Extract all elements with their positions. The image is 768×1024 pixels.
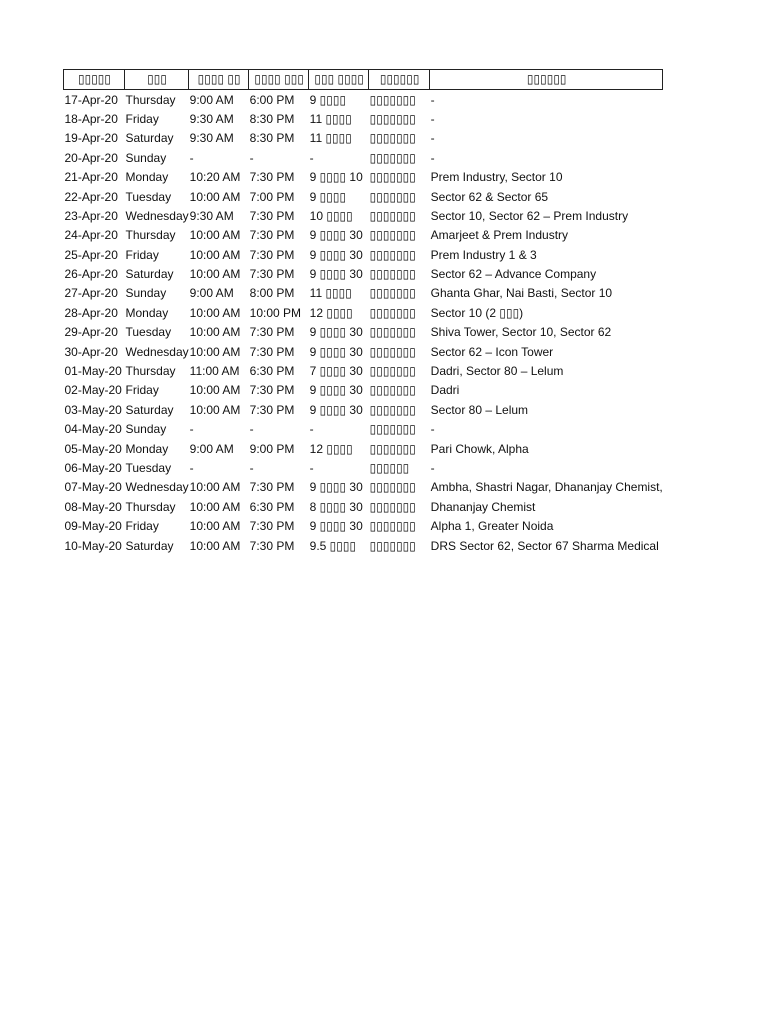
cell-location: -: [430, 422, 435, 437]
cell-end-time: 7:30 PM: [249, 228, 295, 243]
cell-total-hours: 12 ▯▯▯▯: [309, 441, 353, 456]
header-row: [64, 70, 663, 90]
cell-end-time: 7:30 PM: [249, 325, 295, 340]
cell-status: ▯▯▯▯▯▯▯: [369, 92, 416, 107]
cell-location: Ambha, Shastri Nagar, Dhananjay Chemist,: [430, 480, 663, 495]
cell-location: Shiva Tower, Sector 10, Sector 62: [430, 325, 612, 340]
cell-end-time: -: [249, 422, 254, 437]
cell-start-time: 10:00 AM: [189, 344, 241, 359]
cell-day: Wednesday: [125, 344, 189, 359]
cell-day: Friday: [125, 383, 159, 398]
cell-end-time: 10:00 PM: [249, 305, 302, 320]
table-row: [64, 459, 663, 478]
cell-day: Saturday: [125, 402, 174, 417]
cell-location: Sector 62 – Advance Company: [430, 267, 597, 282]
cell-status: ▯▯▯▯▯▯▯: [369, 131, 416, 146]
cell-end-time: 7:30 PM: [249, 383, 295, 398]
cell-total-hours: 10 ▯▯▯▯: [309, 208, 353, 223]
cell-total-hours: 9 ▯▯▯▯ 30: [309, 267, 363, 282]
cell-status: ▯▯▯▯▯▯▯: [369, 480, 416, 495]
cell-location: Sector 62 – Icon Tower: [430, 344, 554, 359]
cell-end-time: 9:00 PM: [249, 441, 295, 456]
table-row: [64, 323, 663, 342]
cell-start-time: 10:00 AM: [189, 325, 241, 340]
cell-location: -: [430, 111, 435, 126]
cell-status: ▯▯▯▯▯▯▯: [369, 286, 416, 301]
cell-total-hours: 9 ▯▯▯▯ 30: [309, 344, 363, 359]
table-row: [64, 536, 663, 555]
table-row: [64, 420, 663, 439]
cell-start-time: 9:30 AM: [189, 111, 234, 126]
cell-total-hours: 9 ▯▯▯▯ 30: [309, 480, 363, 495]
cell-start-time: 10:20 AM: [189, 170, 241, 185]
cell-date: 07-May-20: [64, 480, 122, 495]
cell-location: Prem Industry 1 & 3: [430, 247, 537, 262]
table-row: [64, 187, 663, 206]
cell-end-time: 6:30 PM: [249, 499, 295, 514]
cell-end-time: 8:30 PM: [249, 131, 295, 146]
table-row: [64, 168, 663, 187]
cell-day: Thursday: [125, 499, 176, 514]
cell-date: 09-May-20: [64, 519, 122, 534]
cell-total-hours: 9 ▯▯▯▯: [309, 189, 347, 204]
cell-date: 28-Apr-20: [64, 305, 118, 320]
cell-status: ▯▯▯▯▯▯▯: [369, 441, 416, 456]
table-row: [64, 284, 663, 303]
cell-date: 24-Apr-20: [64, 228, 118, 243]
worksheet: [63, 69, 663, 556]
cell-total-hours: 9 ▯▯▯▯ 30: [309, 228, 363, 243]
cell-end-time: -: [249, 461, 254, 475]
header-date: ▯▯▯▯▯: [64, 70, 125, 90]
cell-status: ▯▯▯▯▯▯▯: [369, 111, 416, 126]
cell-day: Friday: [125, 247, 159, 262]
cell-day: Wednesday: [125, 480, 189, 495]
cell-total-hours: 12 ▯▯▯▯: [309, 305, 353, 320]
header-start-time: ▯▯▯▯ ▯▯: [189, 70, 249, 90]
cell-total-hours: 9 ▯▯▯▯ 30: [309, 402, 363, 417]
table-row: [64, 517, 663, 536]
cell-status: ▯▯▯▯▯▯▯: [369, 170, 416, 185]
table-row: [64, 401, 663, 420]
table-body: [64, 90, 663, 556]
cell-day: Wednesday: [125, 208, 189, 223]
cell-status: ▯▯▯▯▯▯▯: [369, 422, 416, 437]
cell-date: 02-May-20: [64, 383, 122, 398]
cell-total-hours: 11 ▯▯▯▯: [309, 131, 352, 146]
cell-day: Tuesday: [125, 325, 172, 340]
cell-date: 30-Apr-20: [64, 344, 118, 359]
cell-total-hours: 9 ▯▯▯▯ 10: [309, 170, 363, 185]
cell-end-time: 7:30 PM: [249, 247, 295, 262]
cell-day: Monday: [125, 305, 169, 320]
cell-total-hours: 7 ▯▯▯▯ 30: [309, 364, 363, 379]
cell-date: 17-Apr-20: [64, 92, 118, 107]
cell-start-time: 9:00 AM: [189, 286, 234, 301]
cell-end-time: 7:30 PM: [249, 208, 295, 223]
cell-start-time: 10:00 AM: [189, 305, 241, 320]
header-location: ▯▯▯▯▯▯: [430, 70, 663, 90]
cell-status: ▯▯▯▯▯▯▯: [369, 344, 416, 359]
cell-end-time: -: [249, 150, 254, 165]
cell-start-time: 10:00 AM: [189, 538, 241, 553]
cell-end-time: 7:30 PM: [249, 480, 295, 495]
table-row: [64, 246, 663, 265]
schedule-table: [63, 69, 663, 556]
table-row: [64, 304, 663, 323]
cell-status: ▯▯▯▯▯▯▯: [369, 189, 416, 204]
cell-date: 03-May-20: [64, 402, 122, 417]
cell-total-hours: 11 ▯▯▯▯: [309, 111, 352, 126]
cell-total-hours: 11 ▯▯▯▯: [309, 286, 352, 301]
cell-end-time: 6:30 PM: [249, 364, 295, 379]
cell-end-time: 7:30 PM: [249, 267, 295, 282]
cell-location: Alpha 1, Greater Noida: [430, 519, 554, 534]
cell-total-hours: -: [309, 422, 314, 437]
cell-status: ▯▯▯▯▯▯▯: [369, 208, 416, 223]
cell-status: ▯▯▯▯▯▯▯: [369, 247, 416, 262]
cell-start-time: -: [189, 150, 194, 165]
cell-date: 04-May-20: [64, 422, 122, 437]
table-row: [64, 265, 663, 284]
cell-total-hours: 9.5 ▯▯▯▯: [309, 538, 357, 553]
cell-date: 08-May-20: [64, 499, 122, 514]
cell-date: 19-Apr-20: [64, 131, 118, 146]
cell-end-time: 6:00 PM: [249, 92, 295, 107]
cell-end-time: 7:30 PM: [249, 519, 295, 534]
cell-status: ▯▯▯▯▯▯▯: [369, 402, 416, 417]
cell-status: ▯▯▯▯▯▯▯: [369, 383, 416, 398]
cell-day: Friday: [125, 111, 159, 126]
cell-day: Saturday: [125, 538, 174, 553]
cell-location: Ghanta Ghar, Nai Basti, Sector 10: [430, 286, 613, 301]
cell-date: 05-May-20: [64, 441, 122, 456]
cell-date: 26-Apr-20: [64, 267, 118, 282]
cell-location: -: [430, 150, 435, 165]
cell-status: ▯▯▯▯▯▯▯: [369, 538, 416, 553]
cell-start-time: 10:00 AM: [189, 267, 241, 282]
cell-end-time: 7:30 PM: [249, 170, 295, 185]
cell-day: Thursday: [125, 364, 176, 379]
cell-end-time: 8:00 PM: [249, 286, 295, 301]
cell-location: -: [430, 131, 435, 146]
cell-location: -: [430, 92, 435, 107]
cell-status: ▯▯▯▯▯▯▯: [369, 325, 416, 340]
table-row: [64, 149, 663, 168]
table-row: [64, 381, 663, 400]
cell-status: ▯▯▯▯▯▯▯: [369, 364, 416, 379]
table-row: [64, 226, 663, 245]
cell-day: Friday: [125, 519, 159, 534]
cell-date: 25-Apr-20: [64, 247, 118, 262]
cell-date: 20-Apr-20: [64, 150, 118, 165]
header-day: ▯▯▯: [125, 70, 189, 90]
cell-start-time: 9:30 AM: [189, 131, 234, 146]
cell-date: 18-Apr-20: [64, 111, 118, 126]
table-row: [64, 90, 663, 110]
cell-date: 01-May-20: [64, 364, 122, 379]
cell-start-time: 9:30 AM: [189, 208, 234, 223]
cell-status: ▯▯▯▯▯▯▯: [369, 519, 416, 534]
cell-start-time: 10:00 AM: [189, 519, 241, 534]
table-row: [64, 207, 663, 226]
header-end-time: ▯▯▯▯ ▯▯▯: [249, 70, 309, 90]
cell-end-time: 7:00 PM: [249, 189, 295, 204]
cell-start-time: 9:00 AM: [189, 92, 234, 107]
cell-day: Sunday: [125, 150, 167, 165]
cell-location: Dadri, Sector 80 – Lelum: [430, 364, 564, 379]
cell-day: Thursday: [125, 228, 176, 243]
cell-total-hours: 9 ▯▯▯▯ 30: [309, 383, 363, 398]
cell-start-time: 10:00 AM: [189, 247, 241, 262]
cell-total-hours: 9 ▯▯▯▯ 30: [309, 325, 363, 340]
cell-location: Prem Industry, Sector 10: [430, 170, 563, 185]
cell-end-time: 8:30 PM: [249, 111, 295, 126]
cell-location: Dadri: [430, 383, 460, 398]
cell-total-hours: 9 ▯▯▯▯ 30: [309, 247, 363, 262]
table-row: [64, 129, 663, 148]
cell-date: 10-May-20: [64, 538, 122, 553]
cell-day: Tuesday: [125, 189, 172, 204]
cell-status: ▯▯▯▯▯▯▯: [369, 499, 416, 514]
cell-status: ▯▯▯▯▯▯: [369, 461, 410, 475]
cell-start-time: 10:00 AM: [189, 402, 241, 417]
table-row: [64, 342, 663, 361]
cell-location: DRS Sector 62, Sector 67 Sharma Medical: [430, 538, 659, 553]
cell-day: Monday: [125, 170, 169, 185]
cell-location: -: [430, 461, 435, 475]
table-row: [64, 110, 663, 129]
cell-end-time: 7:30 PM: [249, 344, 295, 359]
cell-total-hours: 9 ▯▯▯▯ 30: [309, 519, 363, 534]
cell-location: Dhananjay Chemist: [430, 499, 536, 514]
cell-start-time: 10:00 AM: [189, 499, 241, 514]
cell-start-time: 10:00 AM: [189, 228, 241, 243]
header-total-hours: ▯▯▯ ▯▯▯▯: [309, 70, 369, 90]
cell-day: Thursday: [125, 92, 176, 107]
table-row: [64, 362, 663, 381]
cell-start-time: 10:00 AM: [189, 189, 241, 204]
cell-location: Pari Chowk, Alpha: [430, 441, 529, 456]
cell-location: Sector 10, Sector 62 – Prem Industry: [430, 208, 629, 223]
cell-location: Sector 10 (2 ▯▯▯): [430, 305, 524, 320]
cell-start-time: 9:00 AM: [189, 441, 234, 456]
table-row: [64, 478, 663, 497]
cell-status: ▯▯▯▯▯▯▯: [369, 267, 416, 282]
cell-day: Saturday: [125, 267, 174, 282]
cell-start-time: 10:00 AM: [189, 480, 241, 495]
cell-date: 29-Apr-20: [64, 325, 118, 340]
cell-end-time: 7:30 PM: [249, 402, 295, 417]
cell-location: Sector 80 – Lelum: [430, 402, 529, 417]
cell-day: Tuesday: [125, 461, 172, 475]
cell-day: Sunday: [125, 286, 167, 301]
cell-total-hours: -: [309, 461, 314, 475]
cell-status: ▯▯▯▯▯▯▯: [369, 228, 416, 243]
cell-date: 23-Apr-20: [64, 208, 118, 223]
cell-location: Amarjeet & Prem Industry: [430, 228, 569, 243]
cell-status: ▯▯▯▯▯▯▯: [369, 150, 416, 165]
cell-start-time: 11:00 AM: [189, 364, 240, 379]
header-status: ▯▯▯▯▯▯: [369, 70, 430, 90]
cell-date: 06-May-20: [64, 461, 122, 475]
cell-start-time: 10:00 AM: [189, 383, 241, 398]
cell-date: 21-Apr-20: [64, 170, 118, 185]
cell-day: Saturday: [125, 131, 174, 146]
cell-day: Monday: [125, 441, 169, 456]
cell-date: 27-Apr-20: [64, 286, 118, 301]
cell-total-hours: -: [309, 150, 314, 165]
cell-date: 22-Apr-20: [64, 189, 118, 204]
cell-end-time: 7:30 PM: [249, 538, 295, 553]
cell-start-time: -: [189, 461, 194, 475]
cell-total-hours: 8 ▯▯▯▯ 30: [309, 499, 363, 514]
cell-status: ▯▯▯▯▯▯▯: [369, 305, 416, 320]
table-row: [64, 439, 663, 458]
cell-day: Sunday: [125, 422, 167, 437]
cell-location: Sector 62 & Sector 65: [430, 189, 549, 204]
cell-start-time: -: [189, 422, 194, 437]
cell-total-hours: 9 ▯▯▯▯: [309, 92, 347, 107]
table-row: [64, 498, 663, 517]
